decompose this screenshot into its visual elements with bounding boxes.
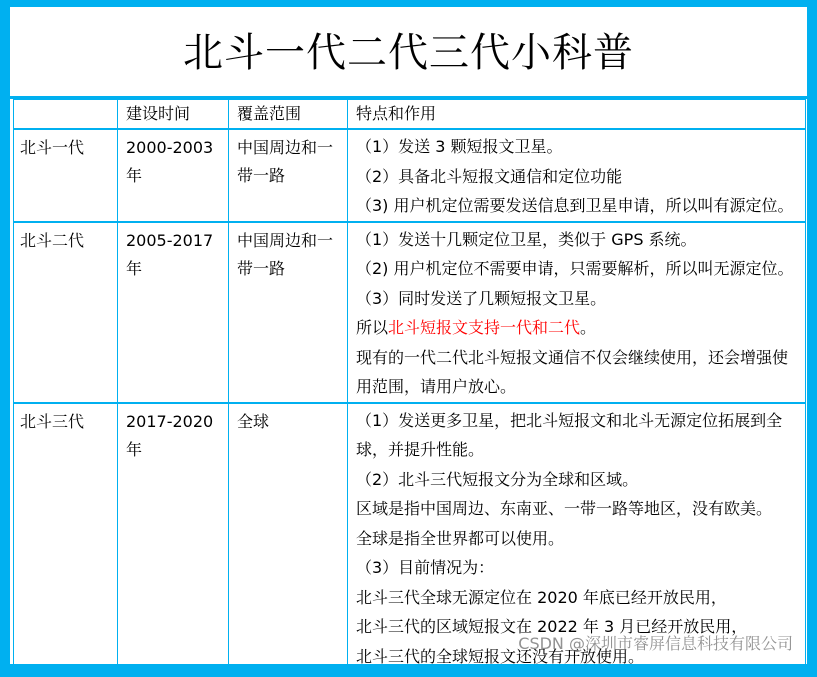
build-time: 2005-2017年 <box>126 230 214 278</box>
feature-line: （3）同时发送了几颗短报文卫星。 <box>356 288 607 308</box>
beidou-table <box>13 99 806 672</box>
feature-line: 北斗三代的全球短报文还没有开放使用。 <box>356 646 645 666</box>
header-cell-generation <box>14 100 118 130</box>
feature-line: 北斗三代全球无源定位在 2020 年底已经开放民用， <box>356 587 727 607</box>
table-row <box>14 129 806 222</box>
feature-line: （3）目前情况为： <box>356 558 495 577</box>
feature-line: （1）发送更多卫星，把北斗短报文和北斗无源定位拓展到全球，并提升性能。 <box>356 410 783 459</box>
page-title: 北斗一代二代三代小科普 <box>10 7 807 99</box>
build-time: 2017-2020年 <box>126 411 214 459</box>
generation-label: 北斗一代 <box>20 138 85 157</box>
feature-line: （2）北斗三代短报文分为全球和区域。 <box>356 469 639 489</box>
coverage: 全球 <box>237 411 270 431</box>
header-cell-features: 特点和作用 <box>348 100 806 130</box>
coverage: 中国周边和一带一路 <box>237 230 334 278</box>
feature-line: 北斗三代的区域短报文在 2022 年 3 月已经开放民用， <box>356 617 748 636</box>
feature-line: （2）具备北斗短报文通信和定位功能 <box>356 166 623 186</box>
feature-line: 全球是指全世界都可以使用。 <box>356 528 565 548</box>
feature-line: （2) 用户机定位不需要申请，只需要解析，所以叫无源定位。 <box>356 259 794 278</box>
header-cell-coverage: 覆盖范围 <box>229 100 348 130</box>
generation-label: 北斗三代 <box>20 411 85 431</box>
conclusion-note <box>356 313 803 343</box>
note-suffix: 。 <box>580 318 597 337</box>
feature-line: （1）发送 3 颗短报文卫星。 <box>356 137 563 156</box>
feature-line: （1）发送十几颗定位卫星，类似于 GPS 系统。 <box>356 229 697 249</box>
watermark: CSDN @深圳市睿屏信息科技有限公司 <box>518 634 793 653</box>
table-header-row <box>14 100 806 130</box>
feature-line: （3) 用户机定位需要发送信息到卫星申请，所以叫有源定位。 <box>356 196 794 215</box>
table-row <box>14 222 806 403</box>
feature-line: 区域是指中国周边、东南亚、一带一路等地区，没有欧美。 <box>356 499 773 518</box>
generation-label: 北斗二代 <box>20 230 85 250</box>
note-prefix: 所以 <box>356 318 389 337</box>
header-cell-time: 建设时间 <box>118 100 229 130</box>
feature-line: 现有的一代二代北斗短报文通信不仅会继续使用，还会增强使用范围，请用户放心。 <box>356 347 789 396</box>
note-highlight: 北斗短报文支持一代和二代 <box>388 318 581 337</box>
coverage: 中国周边和一带一路 <box>237 138 334 185</box>
build-time: 2000-2003年 <box>126 138 214 185</box>
